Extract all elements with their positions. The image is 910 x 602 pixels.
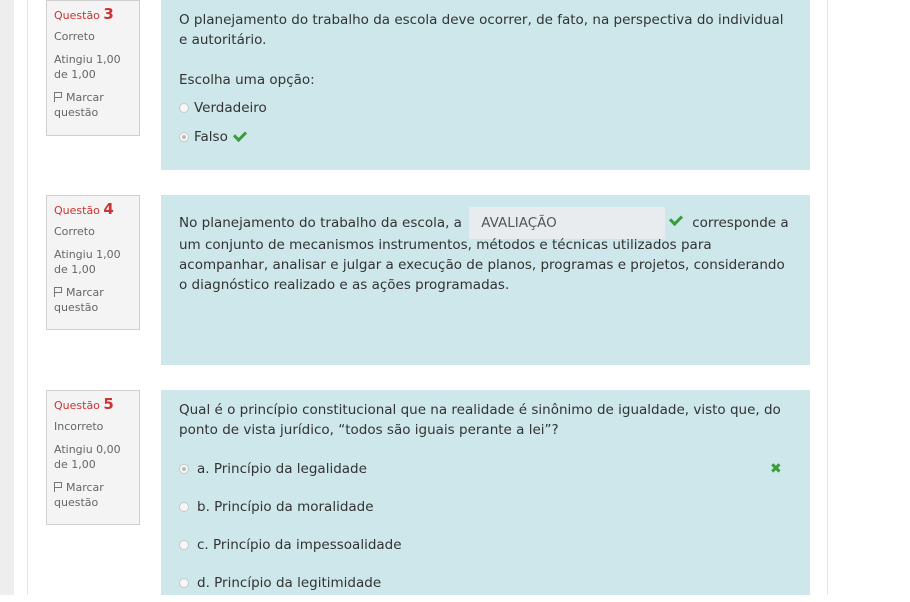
question-text: Qual é o princípio constitucional que na realidade é sinônimo de igualdade, visto que, do ponto de vista jurídico, “todos são iguais perante a lei”? [179, 402, 781, 438]
flag-question-link[interactable]: Marcar questão [54, 286, 104, 314]
question-grade: Atingiu 1,00 de 1,00 [54, 248, 121, 276]
question-content-3 [161, 0, 810, 170]
option-b[interactable]: b. Princípio da moralidade [179, 488, 792, 526]
flag-icon [54, 92, 63, 102]
option-c[interactable]: c. Princípio da impessoalidade [179, 526, 792, 564]
question-state: Correto [54, 30, 95, 43]
question-text: O planejamento do trabalho da escola deve ocorrer, de fato, na perspectiva do individual e autoritário. [179, 12, 784, 48]
question-grade: Atingiu 1,00 de 1,00 [54, 53, 121, 81]
radio-c[interactable] [179, 540, 189, 550]
question-number: Questão 4 [54, 200, 114, 218]
question-number: Questão 5 [54, 395, 114, 413]
page-right-border [827, 0, 828, 595]
radio-a[interactable] [179, 464, 189, 474]
question-text-continued: um conjunto de mecanismos instrumentos, métodos e técnicas utilizados para acompanhar, analisar e julgar a execução de planos, programas e projetos, considerando o diagnóstico realizado e as ações programadas. [179, 237, 785, 293]
option-a[interactable]: a. Princípio da legalidade ✖ [179, 450, 792, 488]
radio-falso[interactable] [179, 132, 189, 142]
question-content-4 [161, 195, 810, 365]
incorrect-cross-icon: ✖ [770, 461, 782, 477]
option-d[interactable]: d. Princípio da legitimidade [179, 564, 792, 602]
flag-icon [54, 482, 63, 492]
left-margin-strip [0, 0, 14, 595]
answer-input[interactable]: AVALIAÇÃO [469, 207, 665, 239]
radio-b[interactable] [179, 502, 189, 512]
page-left-border [27, 0, 28, 595]
radio-verdadeiro[interactable] [179, 103, 189, 113]
option-verdadeiro[interactable]: Verdadeiro [179, 93, 792, 122]
choose-option-prompt: Escolha uma opção: [179, 72, 315, 88]
question-text: No planejamento do trabalho da escola, a AVALIAÇÃO corresponde a [179, 207, 792, 239]
flag-question-link[interactable]: Marcar questão [54, 91, 104, 119]
question-state: Incorreto [54, 420, 104, 433]
correct-check-icon [233, 127, 247, 141]
question-grade: Atingiu 0,00 de 1,00 [54, 443, 121, 471]
question-info-3 [46, 0, 140, 136]
question-info-4 [46, 195, 140, 330]
question-number: Questão 3 [54, 5, 114, 23]
question-content-5 [161, 390, 810, 595]
correct-check-icon [669, 212, 683, 226]
flag-icon [54, 287, 63, 297]
option-falso[interactable]: Falso [179, 122, 792, 151]
radio-d[interactable] [179, 578, 189, 588]
flag-question-link[interactable]: Marcar questão [54, 481, 104, 509]
question-info-5 [46, 390, 140, 525]
question-state: Correto [54, 225, 95, 238]
